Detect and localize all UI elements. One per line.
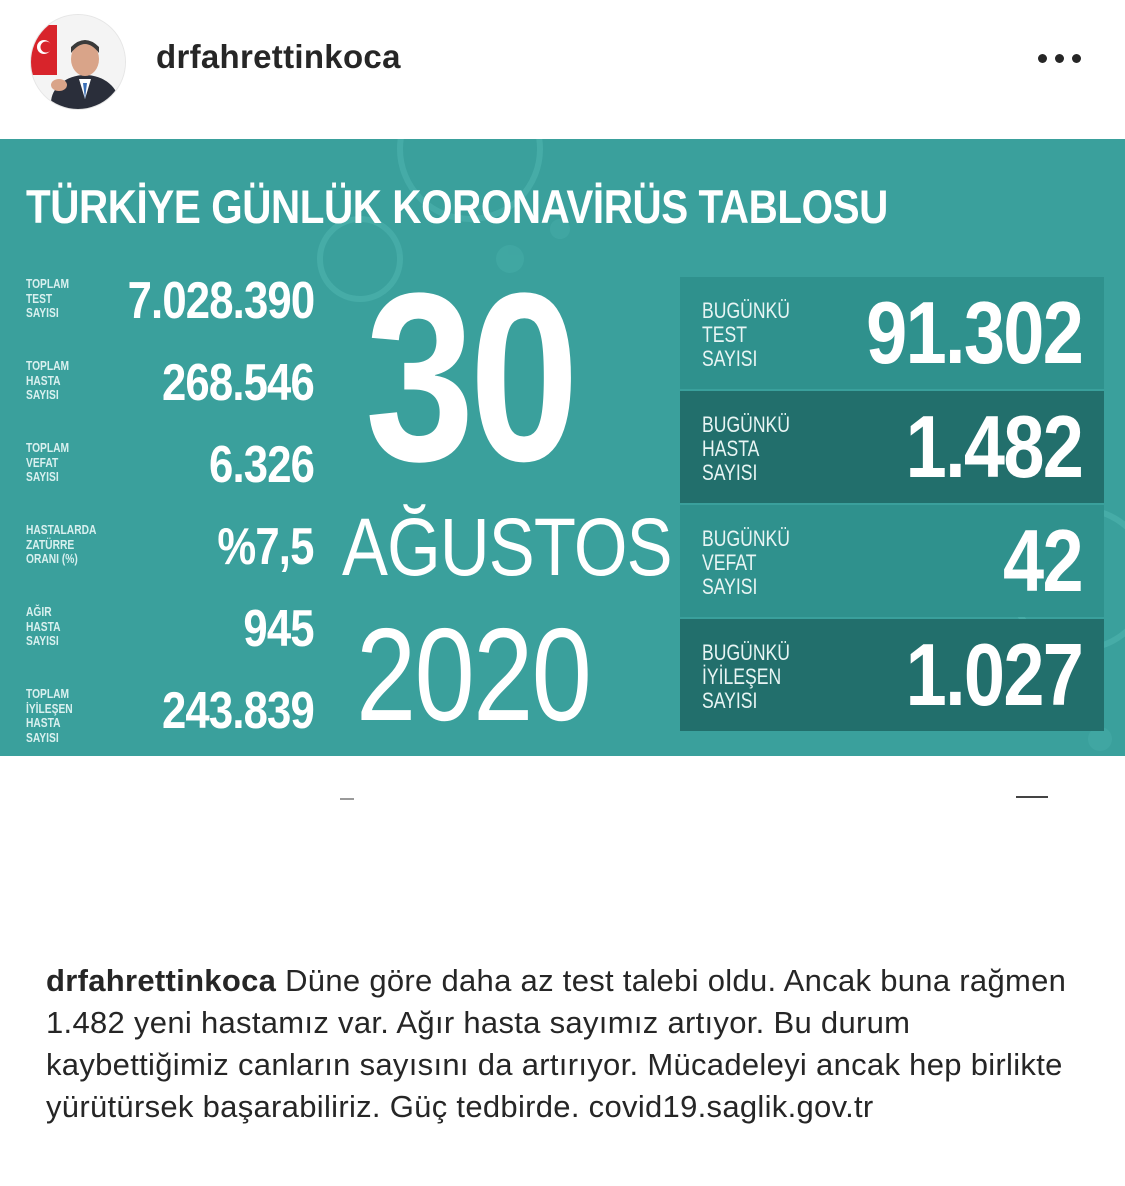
- today-cases-box: [680, 391, 1104, 503]
- more-horizontal-icon[interactable]: [1030, 40, 1090, 76]
- critical-patients-row: [0, 600, 320, 675]
- total-deaths-value: 6.326: [208, 436, 314, 494]
- today-recovered-box: [680, 619, 1104, 731]
- today-cases-value: 1.482: [905, 397, 1082, 496]
- header-username[interactable]: drfahrettinkoca: [156, 38, 401, 75]
- today-deaths-value: 42: [1003, 511, 1082, 610]
- total-cases-label: TOPLAM HASTA SAYISI: [26, 359, 70, 402]
- post-title: TÜRKİYE GÜNLÜK KORONAVİRÜS TABLOSU: [26, 180, 888, 233]
- total-recovered-value: 243.839: [161, 682, 314, 740]
- total-deaths-row: [0, 436, 320, 511]
- caption-username[interactable]: drfahrettinkoca: [46, 963, 277, 998]
- post-header: [0, 0, 1125, 118]
- today-tests-label: BUGÜNKÜ TEST SAYISI: [702, 298, 791, 371]
- critical-patients-value: 945: [243, 600, 314, 658]
- date-day: 30: [365, 243, 575, 511]
- today-deaths-label: BUGÜNKÜ VEFAT SAYISI: [702, 526, 791, 599]
- today-deaths-box: [680, 505, 1104, 617]
- caption-text: Düne göre daha az test talebi oldu. Ancak buna rağmen 1.482 yeni hastamız var. Ağır hasta sayımız artıyor. Bu durum kaybettiğimiz canların sayısını da artırıyor. Mücadeleyi ancak hep birlikte yürütürsek başarabiliriz. Güç tedbirde. covid19.saglik.gov.tr: [46, 963, 1067, 1124]
- today-recovered-value: 1.027: [905, 625, 1082, 724]
- pneumonia-rate-value: %7,5: [217, 518, 314, 576]
- today-tests-value: 91.302: [865, 283, 1082, 382]
- total-recovered-row: [0, 682, 320, 756]
- divider-artifact: [1016, 796, 1048, 798]
- critical-patients-label: AĞIR HASTA SAYISI: [26, 605, 61, 648]
- total-deaths-label: TOPLAM VEFAT SAYISI: [26, 441, 70, 484]
- total-tests-value: 7.028.390: [127, 272, 314, 330]
- date-year: 2020: [356, 601, 591, 748]
- pneumonia-rate-label: HASTALARDA ZATÜRRE ORANI (%): [26, 523, 97, 566]
- total-recovered-label: TOPLAM İYİLEŞEN HASTA SAYISI: [26, 687, 73, 745]
- today-cases-label: BUGÜNKÜ HASTA SAYISI: [702, 412, 791, 485]
- avatar-image: [31, 15, 126, 110]
- total-cases-value: 268.546: [161, 354, 314, 412]
- today-recovered-label: BUGÜNKÜ İYİLEŞEN SAYISI: [702, 640, 791, 713]
- total-cases-row: [0, 354, 320, 429]
- date-month: AĞUSTOS: [342, 502, 672, 593]
- today-tests-box: [680, 277, 1104, 389]
- pneumonia-rate-row: [0, 518, 320, 593]
- profile-avatar[interactable]: [30, 14, 126, 110]
- post-image[interactable]: [0, 139, 1125, 756]
- total-tests-label: TOPLAM TEST SAYISI: [26, 277, 70, 320]
- divider-artifact: [340, 798, 354, 800]
- total-tests-row: [0, 272, 320, 347]
- post-caption: [46, 960, 1086, 1128]
